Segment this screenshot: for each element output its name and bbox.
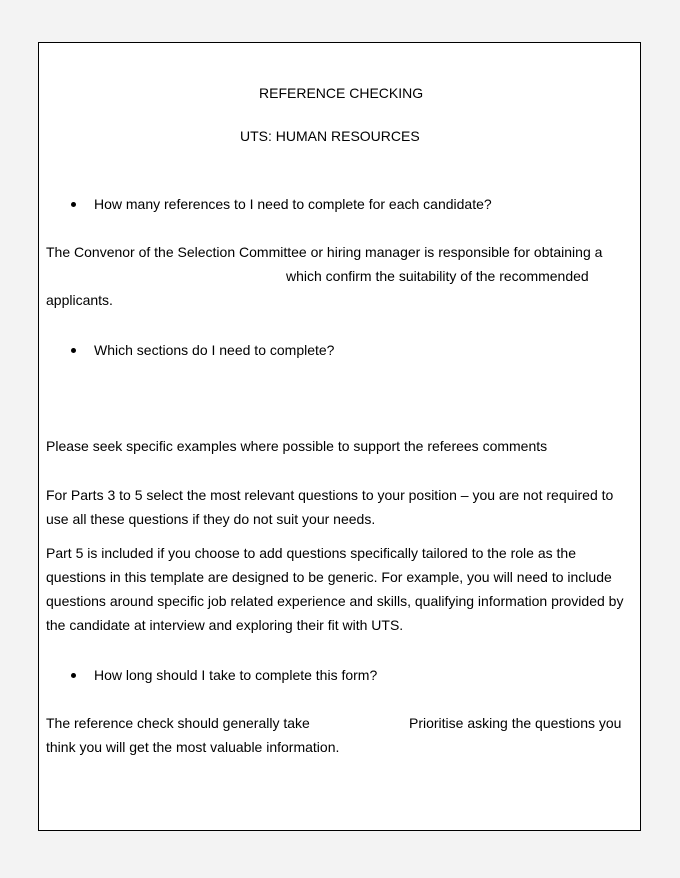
document-page — [38, 42, 641, 831]
document-subtitle: UTS: HUMAN RESOURCES — [240, 128, 420, 144]
document-title: REFERENCE CHECKING — [259, 85, 424, 101]
paragraph-line: The Convenor of the Selection Committee or hiring manager is responsible for obtaining a — [46, 244, 603, 260]
question-heading: How long should I take to complete this form? — [94, 667, 378, 683]
paragraph-line: questions in this template are designed to be generic. For example, you will need to include — [46, 569, 612, 585]
bullet-icon — [71, 673, 76, 678]
paragraph-line: Please seek specific examples where possible to support the referees comments — [46, 438, 548, 454]
paragraph-line: For Parts 3 to 5 select the most relevant questions to your position – you are not required to — [46, 487, 614, 503]
paragraph-line: Prioritise asking the questions you — [409, 715, 622, 731]
paragraph-line: questions around specific job related experience and skills, qualifying information provided by — [46, 593, 624, 609]
paragraph-line: use all these questions if they do not suit your needs. — [46, 511, 376, 527]
question-heading: How many references to I need to complete for each candidate? — [94, 196, 492, 212]
bullet-icon — [71, 202, 76, 207]
paragraph-line: which confirm the suitability of the recommended — [286, 268, 589, 284]
question-heading: Which sections do I need to complete? — [94, 342, 335, 358]
bullet-icon — [71, 348, 76, 353]
paragraph-line: applicants. — [46, 292, 113, 308]
paragraph-line: the candidate at interview and exploring their fit with UTS. — [46, 617, 404, 633]
paragraph-line: Part 5 is included if you choose to add questions specifically tailored to the role as the — [46, 545, 576, 561]
paragraph-line: think you will get the most valuable information. — [46, 739, 340, 755]
paragraph-line: The reference check should generally take — [46, 715, 310, 731]
